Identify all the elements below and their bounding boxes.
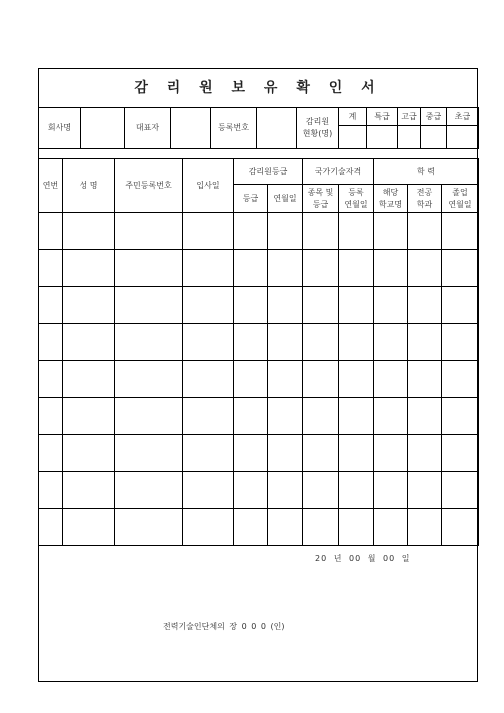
table-cell[interactable] [63, 361, 115, 398]
table-cell[interactable] [39, 361, 63, 398]
col-supervisor-grade: 감리원등급 [234, 159, 303, 185]
col-major [408, 185, 442, 213]
table-cell[interactable] [303, 472, 339, 509]
col-grad-line1: 졸업 [452, 187, 468, 197]
table-cell[interactable] [339, 213, 374, 250]
staff-table-body [39, 213, 479, 546]
table-cell[interactable] [39, 472, 63, 509]
reg-no-label: 등록번호 [211, 108, 257, 149]
table-cell[interactable] [234, 472, 268, 509]
grade-header-total: 계 [339, 108, 367, 126]
table-cell[interactable] [183, 324, 234, 361]
table-row [39, 435, 479, 472]
table-cell[interactable] [408, 509, 442, 546]
table-cell[interactable] [374, 361, 408, 398]
col-education: 학 력 [374, 159, 479, 185]
table-cell[interactable] [115, 509, 183, 546]
table-cell[interactable] [115, 324, 183, 361]
table-cell[interactable] [183, 287, 234, 324]
table-cell[interactable] [39, 250, 63, 287]
grade-header-special: 특급 [367, 108, 398, 126]
table-row [39, 361, 479, 398]
ceo-value[interactable] [171, 108, 211, 149]
table-cell[interactable] [39, 509, 63, 546]
col-cert-reg-line2: 연월일 [344, 199, 368, 209]
table-cell[interactable] [183, 213, 234, 250]
grade-header-intermediate: 중급 [421, 108, 447, 126]
table-cell[interactable] [115, 287, 183, 324]
table-cell[interactable] [442, 287, 479, 324]
table-cell[interactable] [234, 213, 268, 250]
table-cell[interactable] [268, 324, 303, 361]
table-row [39, 472, 479, 509]
table-cell[interactable] [63, 509, 115, 546]
table-cell[interactable] [63, 213, 115, 250]
table-cell[interactable] [303, 250, 339, 287]
table-cell[interactable] [374, 213, 408, 250]
table-cell[interactable] [63, 287, 115, 324]
grade-count-intermediate[interactable] [421, 126, 447, 149]
table-cell[interactable] [303, 398, 339, 435]
form-title: 감 리 원 보 유 확 인 서 [134, 80, 382, 96]
col-resident-no: 주민등록번호 [115, 159, 183, 213]
table-cell[interactable] [408, 324, 442, 361]
table-cell[interactable] [339, 472, 374, 509]
table-cell[interactable] [63, 435, 115, 472]
table-cell[interactable] [408, 398, 442, 435]
grade-header-advanced: 고급 [398, 108, 421, 126]
table-cell[interactable] [268, 250, 303, 287]
table-cell[interactable] [63, 324, 115, 361]
table-cell[interactable] [339, 250, 374, 287]
table-cell[interactable] [408, 287, 442, 324]
table-cell[interactable] [268, 361, 303, 398]
table-cell[interactable] [115, 435, 183, 472]
col-seq: 연번 [39, 159, 63, 213]
table-cell[interactable] [39, 398, 63, 435]
table-cell[interactable] [339, 324, 374, 361]
col-grade-date: 연월일 [268, 185, 303, 213]
table-cell[interactable] [442, 472, 479, 509]
table-cell[interactable] [442, 509, 479, 546]
col-join-date: 입사일 [183, 159, 234, 213]
table-cell[interactable] [234, 398, 268, 435]
table-row [39, 250, 479, 287]
table-cell[interactable] [408, 213, 442, 250]
table-cell[interactable] [39, 213, 63, 250]
col-grad-line2: 연월일 [448, 199, 472, 209]
table-cell[interactable] [442, 250, 479, 287]
col-name: 성 명 [63, 159, 115, 213]
table-cell[interactable] [408, 435, 442, 472]
col-cert-reg-line1: 등록 [348, 187, 364, 197]
table-cell[interactable] [303, 435, 339, 472]
col-school-line2: 학교명 [378, 199, 403, 209]
company-info-table [38, 107, 479, 149]
table-cell[interactable] [374, 250, 408, 287]
table-cell[interactable] [39, 435, 63, 472]
grade-count-advanced[interactable] [398, 126, 421, 149]
table-cell[interactable] [183, 398, 234, 435]
table-cell[interactable] [268, 435, 303, 472]
col-cert-type-line1: 종목 및 [307, 187, 334, 197]
table-cell[interactable] [115, 213, 183, 250]
col-major-line2: 학과 [416, 199, 433, 209]
col-cert-type [303, 185, 339, 213]
col-school-line1: 해당 [382, 187, 399, 197]
table-cell[interactable] [268, 509, 303, 546]
reg-no-value[interactable] [257, 108, 297, 149]
table-cell[interactable] [183, 361, 234, 398]
signature-line: 전력기술인단체의 장 0 0 0 (인) [163, 622, 285, 631]
table-row [39, 324, 479, 361]
table-cell[interactable] [442, 435, 479, 472]
table-cell[interactable] [303, 287, 339, 324]
table-cell[interactable] [442, 324, 479, 361]
table-cell[interactable] [63, 472, 115, 509]
table-cell[interactable] [339, 509, 374, 546]
table-cell[interactable] [374, 324, 408, 361]
grade-count-total[interactable] [339, 126, 367, 149]
table-cell[interactable] [183, 435, 234, 472]
table-cell[interactable] [63, 250, 115, 287]
confirmation-form [38, 68, 478, 682]
table-cell[interactable] [339, 287, 374, 324]
table-cell[interactable] [234, 250, 268, 287]
table-row [39, 287, 479, 324]
table-cell[interactable] [442, 213, 479, 250]
table-cell[interactable] [303, 213, 339, 250]
table-cell[interactable] [303, 324, 339, 361]
col-national-cert: 국가기술자격 [303, 159, 374, 185]
table-cell[interactable] [303, 509, 339, 546]
table-cell[interactable] [268, 472, 303, 509]
table-cell[interactable] [339, 435, 374, 472]
staff-status-label [297, 108, 339, 149]
table-cell[interactable] [268, 287, 303, 324]
table-cell[interactable] [183, 472, 234, 509]
grade-count-beginner[interactable] [447, 126, 479, 149]
table-cell[interactable] [374, 435, 408, 472]
table-cell[interactable] [115, 250, 183, 287]
table-cell[interactable] [339, 398, 374, 435]
table-cell[interactable] [183, 509, 234, 546]
table-cell[interactable] [234, 287, 268, 324]
ceo-label: 대표자 [125, 108, 171, 149]
table-cell[interactable] [374, 398, 408, 435]
table-cell[interactable] [408, 361, 442, 398]
table-cell[interactable] [183, 250, 234, 287]
table-cell[interactable] [234, 361, 268, 398]
table-cell[interactable] [63, 398, 115, 435]
col-grade: 등급 [234, 185, 268, 213]
table-row [39, 213, 479, 250]
table-cell[interactable] [374, 287, 408, 324]
table-cell[interactable] [374, 509, 408, 546]
table-cell[interactable] [374, 472, 408, 509]
company-value[interactable] [81, 108, 125, 149]
table-cell[interactable] [303, 361, 339, 398]
date-line: 20 년 00 월 00 일 [315, 554, 411, 563]
staff-status-label-line2: 현황(명) [302, 129, 333, 138]
staff-table [38, 158, 479, 546]
col-major-line1: 전공 [416, 187, 433, 197]
table-cell[interactable] [268, 398, 303, 435]
table-cell[interactable] [234, 435, 268, 472]
table-cell[interactable] [115, 361, 183, 398]
col-school [374, 185, 408, 213]
table-cell[interactable] [268, 213, 303, 250]
table-cell[interactable] [408, 472, 442, 509]
company-label: 회사명 [39, 108, 81, 149]
col-cert-type-line2: 등급 [312, 199, 329, 209]
table-cell[interactable] [339, 361, 374, 398]
col-grad [442, 185, 479, 213]
col-cert-reg [339, 185, 374, 213]
table-cell[interactable] [39, 324, 63, 361]
table-cell[interactable] [39, 287, 63, 324]
table-cell[interactable] [115, 398, 183, 435]
table-cell[interactable] [234, 509, 268, 546]
staff-status-label-line1: 감리원 [305, 117, 330, 126]
table-row [39, 509, 479, 546]
table-cell[interactable] [442, 361, 479, 398]
table-cell[interactable] [115, 472, 183, 509]
table-cell[interactable] [408, 250, 442, 287]
grade-header-beginner: 초급 [447, 108, 479, 126]
table-cell[interactable] [442, 398, 479, 435]
grade-count-special[interactable] [367, 126, 398, 149]
table-cell[interactable] [234, 324, 268, 361]
table-row [39, 398, 479, 435]
